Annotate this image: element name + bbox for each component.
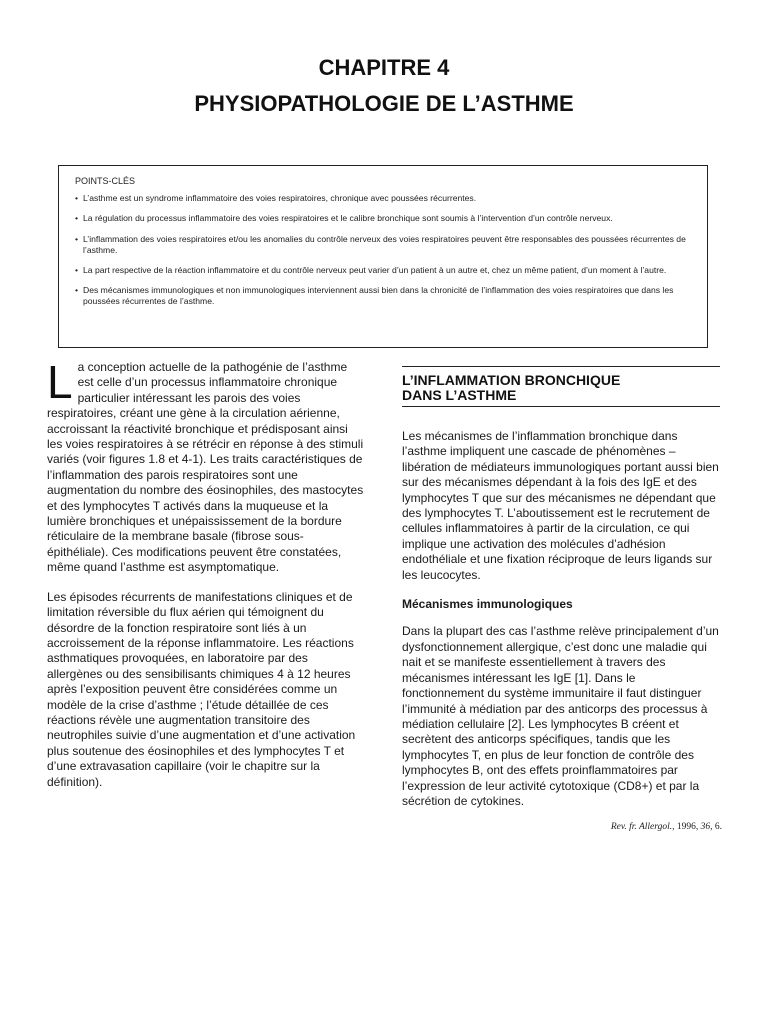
intro-paragraph — [47, 356, 365, 576]
key-point-item: • La régulation du processus inflammatoire des voies respiratoires et le calibre bronchique sont soumis à l’intervention d’un contrôle nerveux. — [75, 213, 693, 224]
section-heading — [402, 366, 720, 407]
chapter-number-title: CHAPITRE 4 — [318, 55, 450, 80]
citation-issue: , 6. — [710, 822, 722, 832]
key-point-item: • Des mécanismes immunologiques et non immunologiques interviennent aussi bien dans la chronicité de l’inflammation des voies respiratoires que dans les poussées récurrentes de l’asthme. — [75, 285, 693, 307]
chapter-title: PHYSIOPATHOLOGIE DE L’ASTHME — [194, 91, 574, 116]
key-points-box — [58, 165, 708, 348]
citation-volume: 36 — [700, 822, 711, 832]
intro-paragraph-text: a conception actuelle de la pathogénie de l’asthme est celle d’un processus inflammatoire chronique particulier intéressant les parois des voies respiratoires, créant une gène à la circulation aérienne, accroissant la réactivité bronchique et prédisposant ainsi les voies respiratoires à se rétrécir en réponse à des stimuli variés (voir figures 1.8 et 4-1). Les traits caractéristiques de l’inflammation des parois respiratoires sont une augmentation du nombre des éosinophiles, des mastocytes et des lymphocytes T activés dans la muqueuse et la lumière bronchiques et unépaississement de la bordure réticulaire de la membrane basale (fibrose sous-épithéliale). Ces modifications peuvent être constatées, même quand l’asthme est asymptomatique. — [47, 360, 364, 575]
left-column — [47, 356, 365, 790]
citation-year: , 1996, — [672, 822, 701, 832]
key-points-list — [75, 193, 693, 307]
section-heading-line2: DANS L’ASTHME — [402, 387, 517, 403]
inflammation-paragraph: Les mécanismes de l’inflammation bronchique dans l’asthme impliquent une cascade de phénomènes – libération de médiateurs immunologiques portant aussi bien sur des mécanismes dépendant à la fois des IgE et des lymphocytes T que sur des mécanismes ne dépendant que des lymphocytes T. L’aboutissement est le recrutement de cellules inflammatoires à partir de la circulation, ce qui implique une activation des molécules d’adhésion endothéliale et une fixation réciproque de leurs ligands sur les leucocytes. — [402, 429, 719, 582]
right-column — [402, 366, 720, 809]
key-points-title: POINTS-CLÉS — [75, 176, 136, 186]
section-heading-line1: L’INFLAMMATION BRONCHIQUE — [402, 372, 621, 388]
key-point-item: • L’asthme est un syndrome inflammatoire des voies respiratoires, chronique avec poussées récurrentes. — [75, 193, 693, 204]
clinical-episodes-paragraph: Les épisodes récurrents de manifestations cliniques et de limitation réversible du flux aérien qui témoignent du désordre de la fonction respiratoire sont liés à un accroissement de la réponse inflammatoire. Les réactions asthmatiques provoquées, en laboratoire par des allergènes ou des sensibilisants chimiques 4 à 12 heures après l’exposition peuvent être considérées comme un modèle de la crise d’asthme ; l’étude détaillée de ces réactions révèle une augmentation transitoire des neutrophiles suivie d’une augmentation et d’une activation plus soutenue des éosinophiles et des lymphocytes T et d’une extravasation capillaire (voir le chapitre sur la définition). — [47, 589, 356, 789]
key-point-item: • La part respective de la réaction inflammatoire et du contrôle nerveux peut varier d’un patient à un autre et, chez un même patient, d’un moment à l’autre. — [75, 265, 693, 276]
key-point-item: • L’inflammation des voies respiratoires et/ou les anomalies du contrôle nerveux des voies respiratoires peuvent être responsables des poussées récurrentes de l’asthme. — [75, 234, 693, 256]
citation-journal: Rev. fr. Allergol. — [610, 822, 673, 832]
immunology-paragraph: Dans la plupart des cas l’asthme relève principalement d’un dysfonctionnement allergique, c’est donc une maladie qui nait et se manifeste essentiellement à travers des mécanismes intéressant les IgE [1]. Dans le fonctionnement du système immunitaire il faut distinguer l’immunité à médiation par des anticorps des processus à médiation cellulaire [2]. Les lymphocytes B créent et secrètent des anticorps spécifiques, tandis que les lymphocytes T, en plus de leur fonction de contrôle des lymphocytes B, ont des effets proinflammatoires par l’expression de leur activité cytotoxique (CD8+) et par la sécrétion de cytokines. — [402, 624, 719, 808]
journal-citation — [611, 822, 722, 832]
subsection-heading: Mécanismes immunologiques — [402, 597, 573, 612]
drop-cap-letter: L — [47, 356, 73, 408]
